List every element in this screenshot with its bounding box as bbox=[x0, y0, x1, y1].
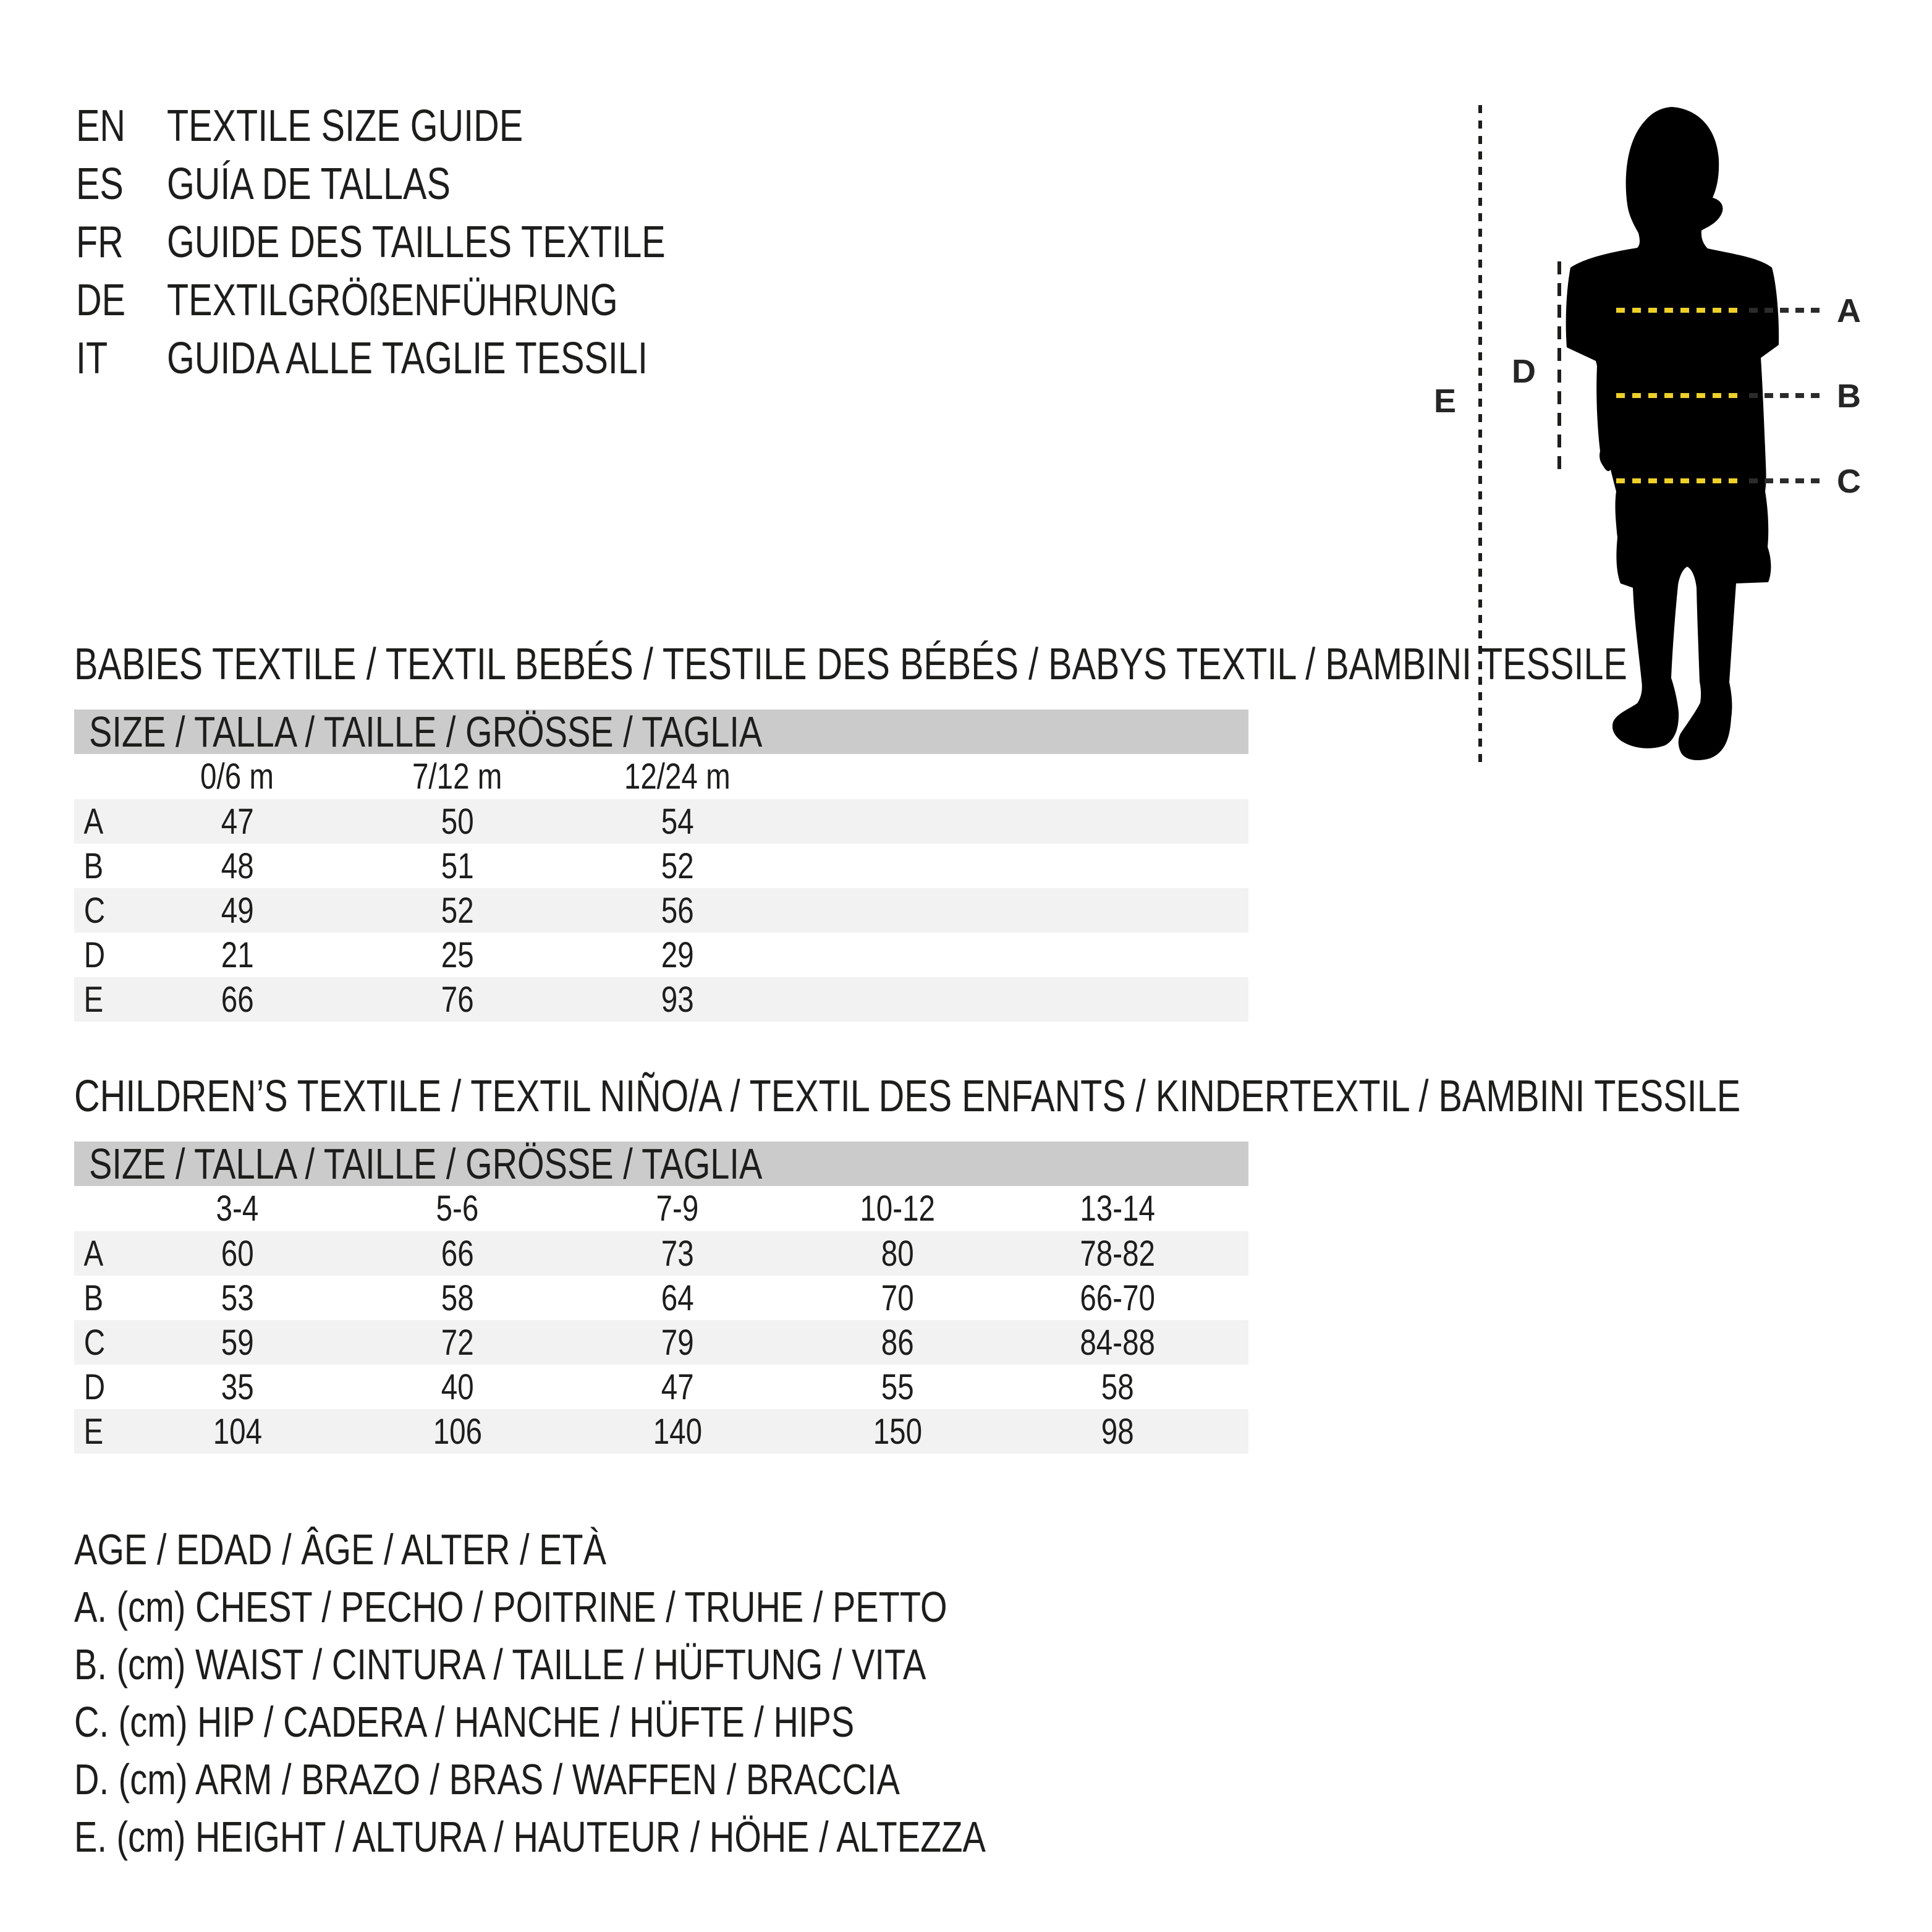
language-code: IT bbox=[76, 334, 108, 383]
column-header: 7/12 m bbox=[412, 756, 502, 797]
table-cell: 21 bbox=[221, 934, 254, 975]
children-section-heading: CHILDREN’S TEXTILE / TEXTIL NIÑO/A / TEXTIL DES ENFANTS / KINDERTEXTIL / BAMBINI TESSILE bbox=[74, 1072, 1741, 1121]
table-cell: 35 bbox=[221, 1366, 254, 1407]
table-cell: 80 bbox=[881, 1233, 914, 1274]
table-cell: 40 bbox=[441, 1366, 474, 1407]
language-title: GUIDE DES TAILLES TEXTILE bbox=[167, 218, 666, 267]
table-cell: 104 bbox=[213, 1411, 262, 1452]
table-cell: 79 bbox=[661, 1322, 694, 1363]
table-cell: 66 bbox=[221, 979, 254, 1020]
table-cell: 70 bbox=[881, 1277, 914, 1318]
table-cell: 52 bbox=[441, 890, 474, 931]
legend-line-age: AGE / EDAD / ÂGE / ALTER / ETÀ bbox=[74, 1525, 606, 1574]
table-row bbox=[74, 1365, 1248, 1409]
language-code: EN bbox=[76, 101, 126, 151]
children-size-table bbox=[74, 1142, 1248, 1454]
language-title: TEXTILE SIZE GUIDE bbox=[167, 101, 523, 151]
row-label: B bbox=[83, 1277, 104, 1318]
column-header: 3-4 bbox=[216, 1188, 259, 1229]
table-cell: 73 bbox=[661, 1233, 694, 1274]
row-label: D bbox=[83, 934, 106, 975]
table-cell: 60 bbox=[221, 1233, 254, 1274]
column-header: 10-12 bbox=[860, 1188, 935, 1229]
table-cell: 50 bbox=[441, 801, 474, 842]
language-row-en bbox=[76, 97, 790, 155]
row-label: E bbox=[83, 1411, 104, 1452]
language-title: GUIDA ALLE TAGLIE TESSILI bbox=[167, 334, 648, 383]
row-label: E bbox=[83, 979, 104, 1020]
child-silhouette bbox=[1566, 107, 1779, 760]
legend-line-waist: B. (cm) WAIST / CINTURA / TAILLE / HÜFTUNG / VITA bbox=[74, 1640, 926, 1688]
table-cell: 140 bbox=[653, 1411, 702, 1452]
table-row bbox=[74, 1276, 1248, 1320]
table-cell: 66-70 bbox=[1080, 1277, 1155, 1318]
babies-size-table bbox=[74, 710, 1248, 1022]
legend-line-height: E. (cm) HEIGHT / ALTURA / HAUTEUR / HÖHE / ALTEZZA bbox=[74, 1813, 986, 1861]
table-cell: 49 bbox=[221, 890, 254, 931]
language-row-it bbox=[76, 329, 790, 388]
measurement-diagram bbox=[1421, 93, 1932, 785]
table-cell: 64 bbox=[661, 1277, 694, 1318]
legend-line-chest: A. (cm) CHEST / PECHO / POITRINE / TRUHE / PETTO bbox=[74, 1583, 947, 1631]
table-row bbox=[74, 799, 1248, 844]
row-label: C bbox=[83, 1322, 106, 1363]
table-cell: 58 bbox=[441, 1277, 474, 1318]
table-cell: 47 bbox=[221, 801, 254, 842]
column-header: 12/24 m bbox=[624, 756, 731, 797]
table-cell: 58 bbox=[1101, 1366, 1134, 1407]
row-label: D bbox=[83, 1366, 106, 1407]
measurement-legend bbox=[74, 1521, 1214, 1866]
babies-section-heading: BABIES TEXTILE / TEXTIL BEBÉS / TESTILE DES BÉBÉS / BABYS TEXTIL / BAMBINI TESSILE bbox=[74, 640, 1627, 689]
table-cell: 47 bbox=[661, 1366, 694, 1407]
column-header-row bbox=[74, 754, 1248, 799]
table-cell: 29 bbox=[661, 934, 694, 975]
column-header: 13-14 bbox=[1080, 1188, 1155, 1229]
label-arm-d: D bbox=[1512, 353, 1536, 390]
table-cell: 84-88 bbox=[1080, 1322, 1155, 1363]
table-cell: 59 bbox=[221, 1322, 254, 1363]
table-cell: 54 bbox=[661, 801, 694, 842]
label-chest-a: A bbox=[1837, 292, 1861, 329]
row-label: C bbox=[83, 890, 106, 931]
column-header: 5-6 bbox=[436, 1188, 479, 1229]
legend-line-hip: C. (cm) HIP / CADERA / HANCHE / HÜFTE / HIPS bbox=[74, 1698, 855, 1746]
language-list bbox=[76, 97, 790, 388]
table-row bbox=[74, 844, 1248, 888]
size-header-bar: SIZE / TALLA / TAILLE / GRÖSSE / TAGLIA bbox=[74, 710, 1248, 754]
table-row bbox=[74, 888, 1248, 933]
language-title: TEXTILGRÖßENFÜHRUNG bbox=[167, 276, 618, 325]
table-cell: 93 bbox=[661, 979, 694, 1020]
table-cell: 98 bbox=[1101, 1411, 1134, 1452]
language-title: GUÍA DE TALLAS bbox=[167, 159, 451, 209]
language-code: ES bbox=[76, 159, 124, 209]
table-cell: 72 bbox=[441, 1322, 474, 1363]
table-cell: 76 bbox=[441, 979, 474, 1020]
table-row bbox=[74, 977, 1248, 1022]
column-header-row bbox=[74, 1186, 1248, 1231]
label-height-e: E bbox=[1434, 383, 1457, 420]
table-row bbox=[74, 933, 1248, 977]
table-row bbox=[74, 1409, 1248, 1454]
row-label: A bbox=[83, 1233, 104, 1274]
table-row bbox=[74, 1231, 1248, 1276]
legend-line-arm: D. (cm) ARM / BRAZO / BRAS / WAFFEN / BRACCIA bbox=[74, 1755, 900, 1803]
table-cell: 66 bbox=[441, 1233, 474, 1274]
column-header: 7-9 bbox=[656, 1188, 699, 1229]
label-hip-c: C bbox=[1837, 463, 1861, 500]
table-row bbox=[74, 1320, 1248, 1365]
language-row-es bbox=[76, 155, 790, 213]
table-cell: 150 bbox=[873, 1411, 922, 1452]
label-waist-b: B bbox=[1837, 378, 1861, 415]
table-cell: 78-82 bbox=[1080, 1233, 1155, 1274]
column-header: 0/6 m bbox=[200, 756, 274, 797]
table-cell: 55 bbox=[881, 1366, 914, 1407]
row-label: A bbox=[83, 801, 104, 842]
row-label: B bbox=[83, 845, 104, 886]
table-cell: 86 bbox=[881, 1322, 914, 1363]
language-row-fr bbox=[76, 213, 790, 271]
table-cell: 53 bbox=[221, 1277, 254, 1318]
size-header-bar: SIZE / TALLA / TAILLE / GRÖSSE / TAGLIA bbox=[74, 1142, 1248, 1186]
table-cell: 25 bbox=[441, 934, 474, 975]
table-cell: 106 bbox=[433, 1411, 482, 1452]
table-cell: 51 bbox=[441, 845, 474, 886]
table-cell: 52 bbox=[661, 845, 694, 886]
table-cell: 56 bbox=[661, 890, 694, 931]
language-code: DE bbox=[76, 276, 126, 325]
table-cell: 48 bbox=[221, 845, 254, 886]
language-code: FR bbox=[76, 218, 124, 267]
language-row-de bbox=[76, 271, 790, 329]
